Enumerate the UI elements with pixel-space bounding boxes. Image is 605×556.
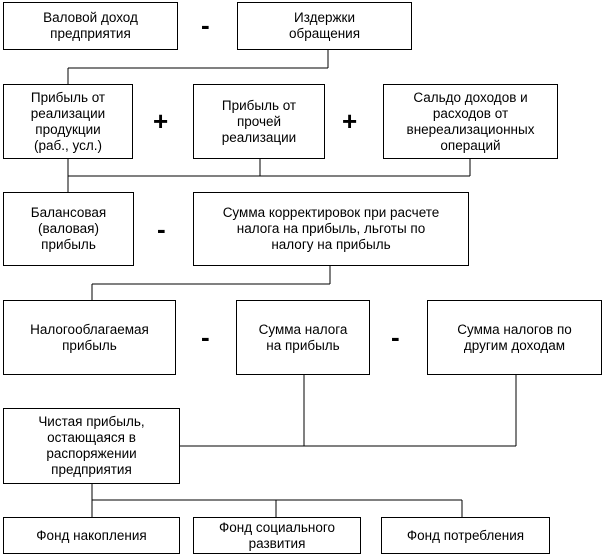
profit-tax-box [236, 300, 370, 375]
net-profit-box [3, 408, 180, 484]
non-operating-balance-box [383, 84, 558, 159]
accumulation-fund-box [3, 517, 180, 554]
adjustments-label: Сумма корректировок при расчете налога на прибыль, льготы по налогу на прибыль [222, 205, 440, 252]
plus-operator: + [153, 106, 169, 136]
other-sales-profit-label: Прибыль от прочей реализации [221, 97, 297, 145]
profit-tax-label: Сумма налога на прибыль [258, 321, 348, 353]
minus-operator: - [157, 214, 166, 244]
sales-profit-box [3, 84, 133, 159]
plus-operator: + [342, 106, 358, 136]
non-operating-balance-label: Сальдо доходов и расходов от внереализационных операций [406, 89, 535, 153]
circulation-costs-label: Издержки обращения [288, 10, 361, 41]
consumption-fund-label: Фонд потребления [406, 527, 525, 543]
minus-operator: - [201, 10, 210, 40]
social-fund-box [193, 517, 361, 554]
social-fund-label: Фонд социального развития [218, 519, 336, 551]
other-sales-profit-box [193, 84, 325, 159]
gross-income-label: Валовой доход предприятия [43, 10, 138, 41]
net-profit-label: Чистая прибыль, остающаяся в распоряжении предприятия [38, 414, 145, 477]
minus-operator: - [201, 322, 210, 352]
taxable-profit-label: Налогооблагаемая прибыль [30, 321, 149, 353]
circulation-costs-box [237, 2, 412, 50]
balance-profit-box [3, 192, 134, 266]
taxable-profit-box [3, 300, 176, 375]
consumption-fund-box [381, 517, 550, 554]
gross-income-box [3, 2, 178, 50]
other-taxes-label: Сумма налогов по другим доходам [457, 321, 572, 353]
adjustments-box [193, 192, 469, 266]
minus-operator: - [391, 322, 400, 352]
balance-profit-label: Балансовая (валовая) прибыль [30, 205, 107, 252]
accumulation-fund-label: Фонд накопления [36, 527, 147, 543]
sales-profit-label: Прибыль от реализации продукции (раб., усл.) [30, 89, 106, 153]
other-taxes-box [427, 300, 602, 375]
